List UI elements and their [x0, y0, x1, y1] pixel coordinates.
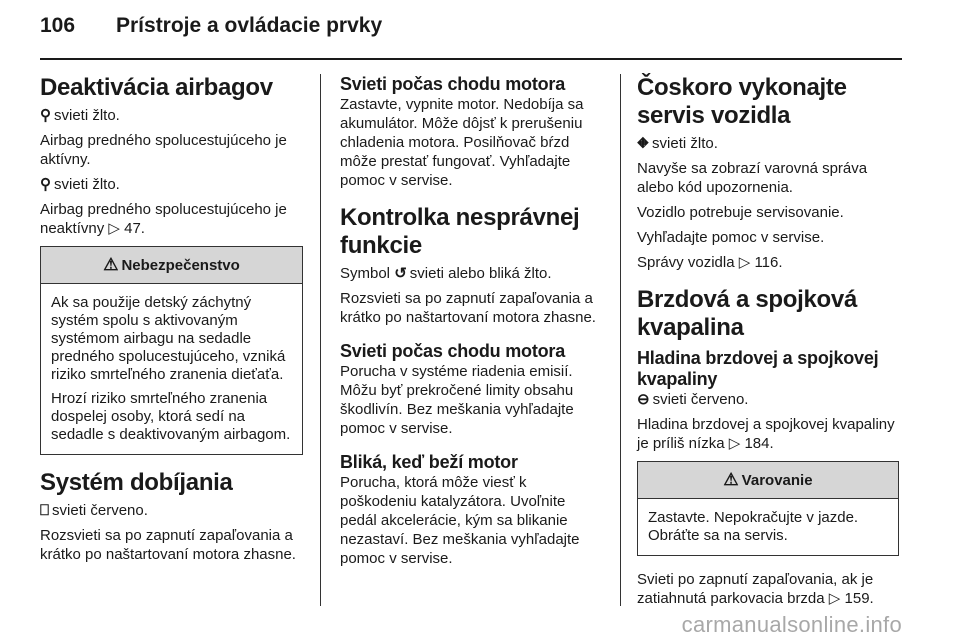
heading-charging-system: Systém dobíjania [40, 469, 233, 496]
danger-p1: Ak sa použije detský záchytný systém spolu s aktivovaným systémom airbagu na sedadle predného spolucestujúceho, vzniká riziko smrteľného zranenia dieťaťa. [51, 294, 286, 383]
danger-box [40, 246, 303, 455]
service-text: svieti žlto. [652, 135, 718, 152]
header-rule [40, 58, 902, 60]
heading-malfunction: Kontrolka nesprávnej funkcie [340, 204, 580, 259]
page-ref[interactable]: 184. [744, 435, 774, 452]
charging-text: svieti červeno. [52, 502, 148, 519]
symbol-prefix: Symbol [340, 265, 391, 282]
warning-triangle-icon: ⚠ [103, 255, 119, 274]
column-divider [620, 74, 621, 606]
symbol-suffix: svieti alebo bliká žlto. [409, 265, 552, 282]
warning-box [637, 461, 899, 556]
warning-triangle-icon: ⚠ [723, 470, 739, 489]
column-3 [637, 74, 899, 614]
warning-heading: Varovanie [741, 472, 813, 489]
page-number: 106 [40, 14, 76, 37]
column-2 [340, 74, 605, 574]
brake-icon: ⊖ [637, 391, 650, 408]
battery-icon: ⎕ [40, 502, 50, 519]
danger-heading: Nebezpečenstvo [121, 257, 240, 274]
page-ref[interactable]: 159. [844, 590, 874, 607]
page-header [40, 14, 382, 38]
service-p2: Vozidlo potrebuje servisovanie. [637, 204, 844, 221]
heading-brake-level: Hladina brzdovej a spojkovej kvapaliny [637, 348, 879, 389]
airbag-on-text: svieti žlto. [54, 107, 120, 124]
heading-running-2: Svieti počas chodu motora [340, 341, 566, 361]
heading-running-1: Svieti počas chodu motora [340, 74, 566, 94]
running1-desc: Zastavte, vypnite motor. Nedobíja sa akumulátor. Môže dôjsť k prerušeniu chladenia motora. Posilňovač bŕzd môže prestať fungovať. Vyhľadajte pomoc v servise. [340, 96, 584, 189]
column-divider [320, 74, 321, 606]
heading-flashing: Bliká, keď beží motor [340, 452, 518, 472]
brake-text: svieti červeno. [652, 391, 749, 408]
parking-desc: Svieti po zapnutí zapaľovania, ak je zatiahnutá parkovacia brzda [637, 571, 874, 607]
page-ref-icon: ▷ [828, 590, 841, 607]
airbag-off-icon: ⚲ [40, 176, 51, 193]
running2-desc: Porucha v systéme riadenia emisií. Môžu byť prekročené limity obsahu škodlivín. Bez meškania vyhľadajte pomoc v servise. [340, 363, 574, 437]
page-title: Prístroje a ovládacie prvky [116, 14, 383, 37]
service-car-icon: ⛖ [637, 135, 650, 152]
warning-p1: Zastavte. Nepokračujte v jazde. Obráťte sa na servis. [648, 509, 859, 544]
charging-desc: Rozsvieti sa po zapnutí zapaľovania a krátko po naštartovaní motora zhasne. [40, 527, 296, 563]
engine-check-icon: ↺ [394, 265, 407, 282]
heading-brake-fluid: Brzdová a spojková kvapalina [637, 286, 858, 341]
heading-service: Čoskoro vykonajte servis vozidla [637, 74, 847, 129]
page-ref[interactable]: 116. [754, 254, 783, 271]
flashing-desc: Porucha, ktorá môže viesť k poškodeniu katalyzátora. Uvoľnite pedál akcelerácie, kým sa blikanie nezastaví. Bez meškania vyhľadajte pomoc v servise. [340, 474, 580, 567]
service-p1: Navyše sa zobrazí varovná správa alebo kód upozornenia. [637, 160, 868, 196]
page-ref-icon: ▷ [108, 220, 120, 237]
column-1 [40, 74, 303, 570]
heading-airbag-deactivation: Deaktivácia airbagov [40, 74, 273, 101]
danger-p2: Hrozí riziko smrteľného zranenia dospelej osoby, ktorá sedí na sedadle s deaktivovaným airbagom. [51, 390, 291, 443]
airbag-on-desc: Airbag predného spolucestujúceho je aktívny. [40, 132, 287, 168]
service-p4: Správy vozidla [637, 254, 735, 271]
page-ref[interactable]: 47. [124, 220, 145, 237]
airbag-on-icon: ⚲ [40, 107, 51, 124]
page-ref-icon: ▷ [738, 254, 751, 271]
airbag-off-desc: Airbag predného spolucestujúceho je neaktívny [40, 201, 287, 237]
service-p3: Vyhľadajte pomoc v servise. [637, 229, 825, 246]
watermark: carmanualsonline.info [681, 612, 902, 637]
malfunction-desc: Rozsvieti sa po zapnutí zapaľovania a krátko po naštartovaní motora zhasne. [340, 290, 596, 326]
brake-desc: Hladina brzdovej a spojkovej kvapaliny je príliš nízka [637, 416, 895, 452]
airbag-off-text: svieti žlto. [54, 176, 120, 193]
page-ref-icon: ▷ [728, 435, 741, 452]
